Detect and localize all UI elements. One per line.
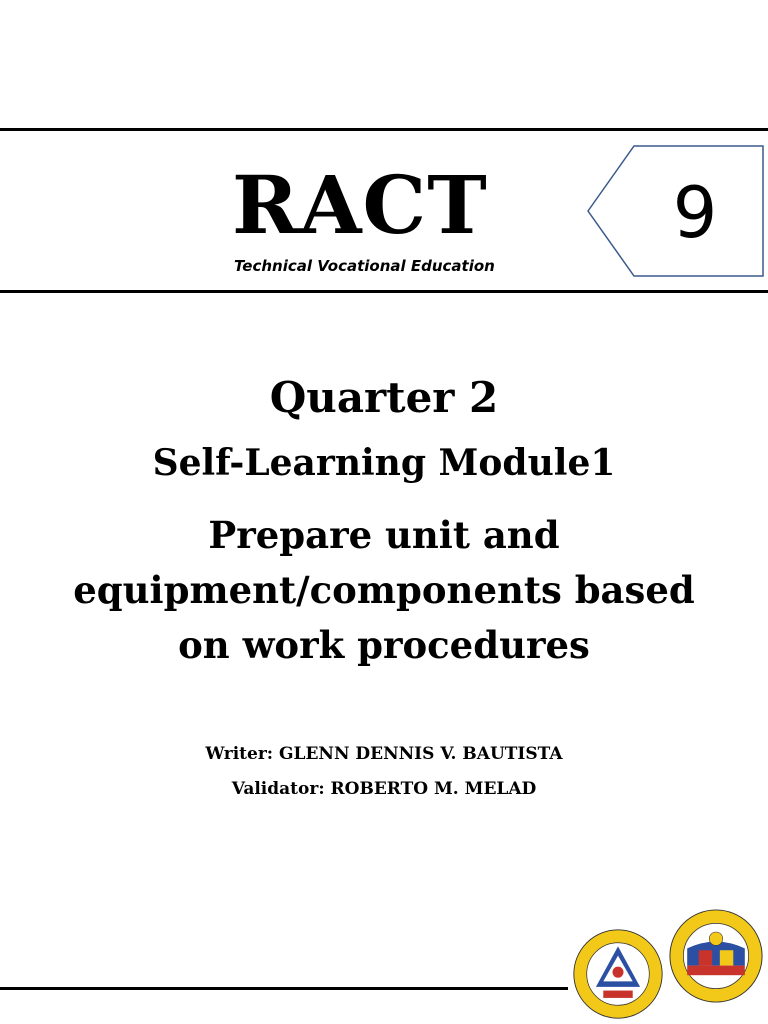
module-heading: Self-Learning Module1	[152, 442, 616, 484]
header-divider	[0, 290, 768, 293]
module-title-line-3: on work procedures	[178, 623, 590, 667]
writer-credit: Writer: GLENN DENNIS V. BAUTISTA	[205, 744, 563, 764]
subject-title: RACT	[232, 158, 488, 252]
module-title-line-1: Prepare unit and	[208, 513, 560, 557]
validator-credit: Validator: ROBERTO M. MELAD	[231, 779, 537, 799]
quarter-heading: Quarter 2	[269, 373, 499, 422]
top-divider	[0, 128, 768, 131]
division-seal-logo	[572, 928, 664, 1020]
city-seal-logo	[668, 908, 764, 1004]
subject-subtitle: Technical Vocational Education	[234, 257, 495, 275]
module-title	[0, 508, 768, 673]
module-title-line-2: equipment/components based	[73, 568, 695, 612]
footer-divider	[0, 987, 568, 990]
grade-number: 9	[672, 172, 718, 254]
